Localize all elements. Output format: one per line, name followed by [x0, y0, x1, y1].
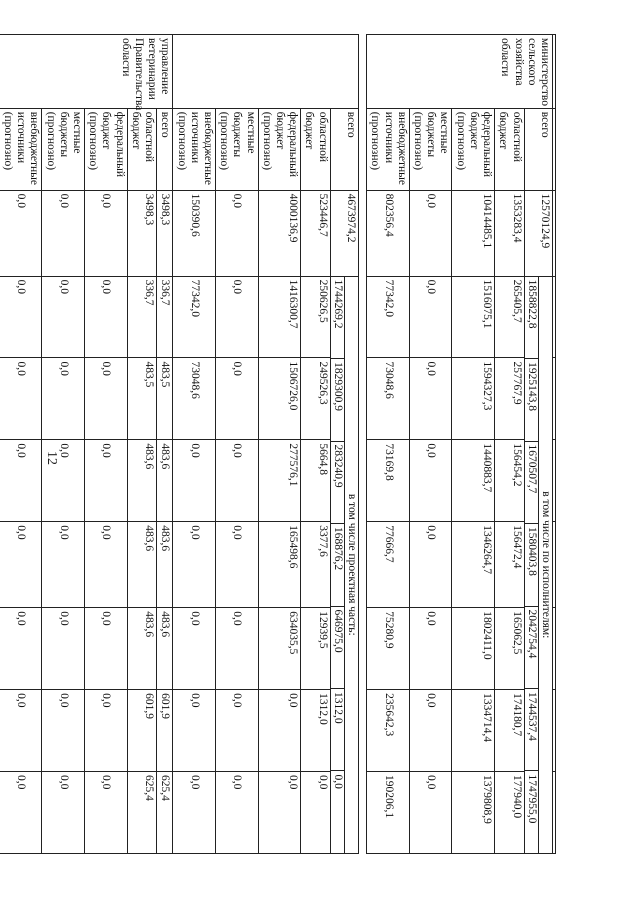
value-cell: 3377,6	[301, 522, 330, 608]
value-cell: 73048,6	[367, 358, 410, 440]
value-cell: 0,0	[85, 358, 128, 440]
value-cell: 483,6	[127, 440, 156, 522]
value-cell: 190206,1	[367, 772, 410, 854]
value-cell: 0,0	[409, 276, 452, 358]
value-cell: 5664,8	[301, 440, 330, 522]
value-cell: 0,0	[0, 190, 42, 276]
value-cell: 75280,9	[367, 608, 410, 690]
executor-cell: министерство сельского хозяйства области	[367, 35, 553, 109]
value-cell: 150390,6	[173, 190, 216, 276]
value-cell: 483,5	[157, 358, 173, 440]
rotated-budget-table	[1, 34, 556, 854]
value-cell: 1670507,7	[525, 442, 538, 524]
value-cell: 249526,3	[301, 358, 330, 440]
header-cell	[553, 35, 556, 109]
value-cell: 0,0	[215, 690, 258, 772]
table-row	[330, 35, 358, 854]
value-cell: 0,0	[258, 690, 301, 772]
header-row	[553, 35, 556, 854]
value-cell: 12570124,9	[524, 190, 552, 276]
row-label: областной бюджет	[127, 108, 156, 190]
value-cell: 165498,6	[258, 522, 301, 608]
value-cell: 0,0	[0, 608, 42, 690]
value-cell: 483,5	[127, 358, 156, 440]
value-cell: 0,0	[0, 522, 42, 608]
value-cell: 0,0	[409, 522, 452, 608]
value-cell: 523446,7	[301, 190, 330, 276]
value-cell: 156454,2	[495, 440, 524, 522]
value-cell: 483,6	[127, 522, 156, 608]
value-cell: 0,0	[85, 608, 128, 690]
value-cell: 336,7	[127, 276, 156, 358]
value-cell: 0,0	[42, 522, 85, 608]
header-cell	[553, 108, 556, 190]
value-cell: 0,0	[409, 190, 452, 276]
table-row	[173, 35, 216, 854]
value-cell: 483,6	[127, 608, 156, 690]
value-cell: 1829300,9	[331, 359, 344, 441]
value-cell: 257767,9	[495, 358, 524, 440]
value-cell: 0,0	[0, 690, 42, 772]
value-cell: 235642,3	[367, 690, 410, 772]
row-label: областной бюджет	[495, 108, 524, 190]
value-cell: 1312,0	[331, 689, 344, 771]
value-cell: 1506726,0	[258, 358, 301, 440]
table-row	[495, 35, 524, 854]
value-cell: 3498,3	[127, 190, 156, 276]
value-cell: 1594327,3	[452, 358, 495, 440]
value-cell: 283240,9	[331, 442, 344, 524]
value-cell: 0,0	[331, 774, 344, 789]
header-cell	[553, 440, 556, 522]
executor-cell-empty	[173, 35, 359, 109]
value-cell: 0,0	[409, 608, 452, 690]
value-cell: 634035,5	[258, 608, 301, 690]
value-cell: 1858822,8	[525, 277, 538, 359]
value-cell: 0,0	[409, 772, 452, 854]
value-cell: 0,0	[215, 190, 258, 276]
value-cell: 601,9	[157, 690, 173, 772]
value-cell: 168876,2	[331, 524, 344, 606]
value-cell: 73169,8	[367, 440, 410, 522]
value-cell: 1353283,4	[495, 190, 524, 276]
value-cell: 0,0	[173, 608, 216, 690]
value-cell: 1802411,0	[452, 608, 495, 690]
header-cell	[553, 522, 556, 608]
value-cell: 483,6	[157, 522, 173, 608]
value-cell: 77666,7	[367, 522, 410, 608]
value-cell: 1346264,7	[452, 522, 495, 608]
value-cell: 0,0	[215, 522, 258, 608]
value-cell: 0,0	[215, 608, 258, 690]
header-cell	[553, 608, 556, 690]
value-cell: 77342,0	[173, 276, 216, 358]
value-cell: 174180,7	[495, 690, 524, 772]
value-cell: 0,0	[42, 772, 85, 854]
table-row	[127, 35, 156, 854]
value-cell: 156472,4	[495, 522, 524, 608]
value-cell: 1312,0	[301, 690, 330, 772]
header-cell	[553, 772, 556, 854]
value-cell: 73048,6	[173, 358, 216, 440]
budget-table	[0, 34, 556, 854]
table-row	[157, 35, 173, 854]
row-label: внебюджетные источники (прогнозно)	[173, 108, 216, 190]
value-cell: 12939,5	[301, 608, 330, 690]
table-row	[42, 35, 85, 854]
value-cell: 0,0	[409, 440, 452, 522]
value-cell: 0,0	[42, 276, 85, 358]
value-cell: 77342,0	[367, 276, 410, 358]
value-cell: 1580403,8	[525, 524, 538, 606]
value-cell: 0,0	[409, 358, 452, 440]
value-cell: 0,0	[301, 772, 330, 854]
value-cell: 601,9	[127, 690, 156, 772]
value-cell: 646975,0	[331, 607, 344, 689]
table-row	[409, 35, 452, 854]
table-row	[452, 35, 495, 854]
value-cell: 483,6	[157, 608, 173, 690]
value-cell: 0,0	[85, 276, 128, 358]
value-cell: 177940,0	[495, 772, 524, 854]
value-cell: 0,0	[173, 440, 216, 522]
header-cell	[553, 190, 556, 276]
value-cell: 165062,5	[495, 608, 524, 690]
value-cell: 1416300,7	[258, 276, 301, 358]
executor-cell: управление ветеринарии Правительства области	[0, 35, 173, 109]
value-cell: 336,7	[157, 276, 173, 358]
value-cell: 250626,5	[301, 276, 330, 358]
row-label: всего	[524, 108, 552, 190]
row-label: всего	[330, 108, 358, 190]
value-cell: 483,6	[157, 440, 173, 522]
table-row	[258, 35, 301, 854]
row-label: местные бюджеты (прогнозно)	[409, 108, 452, 190]
row-label: федеральный бюджет (прогнозно)	[452, 108, 495, 190]
table-row	[85, 35, 128, 854]
value-cell: 3498,3	[157, 190, 173, 276]
row-label: местные бюджеты (прогнозно)	[42, 108, 85, 190]
value-cell: 1379808,9	[452, 772, 495, 854]
row-label: местные бюджеты (прогнозно)	[215, 108, 258, 190]
row-label: областной бюджет	[301, 108, 330, 190]
section-note: в том числе проектная часть:	[344, 277, 358, 853]
row-label: федеральный бюджет (прогнозно)	[85, 108, 128, 190]
value-cell: 0,0	[173, 690, 216, 772]
row-label: внебюджетные источники (прогнозно)	[0, 108, 42, 190]
value-cell: 0,0	[42, 440, 85, 522]
value-cell: 0,0	[0, 358, 42, 440]
value-cell: 1747955,0	[525, 774, 538, 824]
value-cell: 0,0	[0, 440, 42, 522]
header-cell	[553, 276, 556, 358]
value-cell: 2042754,4	[525, 607, 538, 689]
value-cell: 0,0	[215, 772, 258, 854]
value-cell: 0,0	[409, 690, 452, 772]
value-cell: 0,0	[85, 522, 128, 608]
table-row	[524, 35, 552, 854]
table-row	[0, 35, 42, 854]
table-row	[367, 35, 410, 854]
value-cell: 0,0	[215, 358, 258, 440]
separator-row	[359, 35, 367, 854]
value-cell: 4000136,9	[258, 190, 301, 276]
value-cell: 10414485,1	[452, 190, 495, 276]
value-cell: 0,0	[0, 276, 42, 358]
table-row	[301, 35, 330, 854]
header-cell	[553, 358, 556, 440]
section-note: в том числе по исполнителям:	[538, 277, 552, 853]
page-number: 12	[44, 451, 59, 465]
value-cell: 1334714,4	[452, 690, 495, 772]
header-cell	[553, 690, 556, 772]
value-cell: 0,0	[258, 772, 301, 854]
value-cell: 625,4	[127, 772, 156, 854]
value-cell: 0,0	[215, 276, 258, 358]
value-cell: 0,0	[42, 608, 85, 690]
value-cell: 0,0	[215, 440, 258, 522]
value-cell: 1516075,1	[452, 276, 495, 358]
value-cell: 265405,7	[495, 276, 524, 358]
value-cell: 0,0	[85, 690, 128, 772]
value-cell: 0,0	[173, 522, 216, 608]
row-label: внебюджетные источники (прогнозно)	[367, 108, 410, 190]
value-cell: 802356,4	[367, 190, 410, 276]
value-cell: 0,0	[85, 440, 128, 522]
value-cell: 0,0	[42, 690, 85, 772]
row-label: всего	[157, 108, 173, 190]
row-label: федеральный бюджет (прогнозно)	[258, 108, 301, 190]
value-cell: 625,4	[157, 772, 173, 854]
value-cell: 4673974,2	[330, 190, 358, 276]
value-cell: 277576,1	[258, 440, 301, 522]
value-cell: 0,0	[0, 772, 42, 854]
value-cell: 0,0	[173, 772, 216, 854]
value-cell: 0,0	[85, 772, 128, 854]
value-cell: 1744269,2	[331, 277, 344, 359]
value-cell: 1925143,8	[525, 359, 538, 441]
table-row	[215, 35, 258, 854]
value-cell: 0,0	[42, 190, 85, 276]
value-cell: 1440883,7	[452, 440, 495, 522]
value-cell: 1744537,4	[525, 689, 538, 771]
value-cell: 0,0	[85, 190, 128, 276]
value-cell: 0,0	[42, 358, 85, 440]
